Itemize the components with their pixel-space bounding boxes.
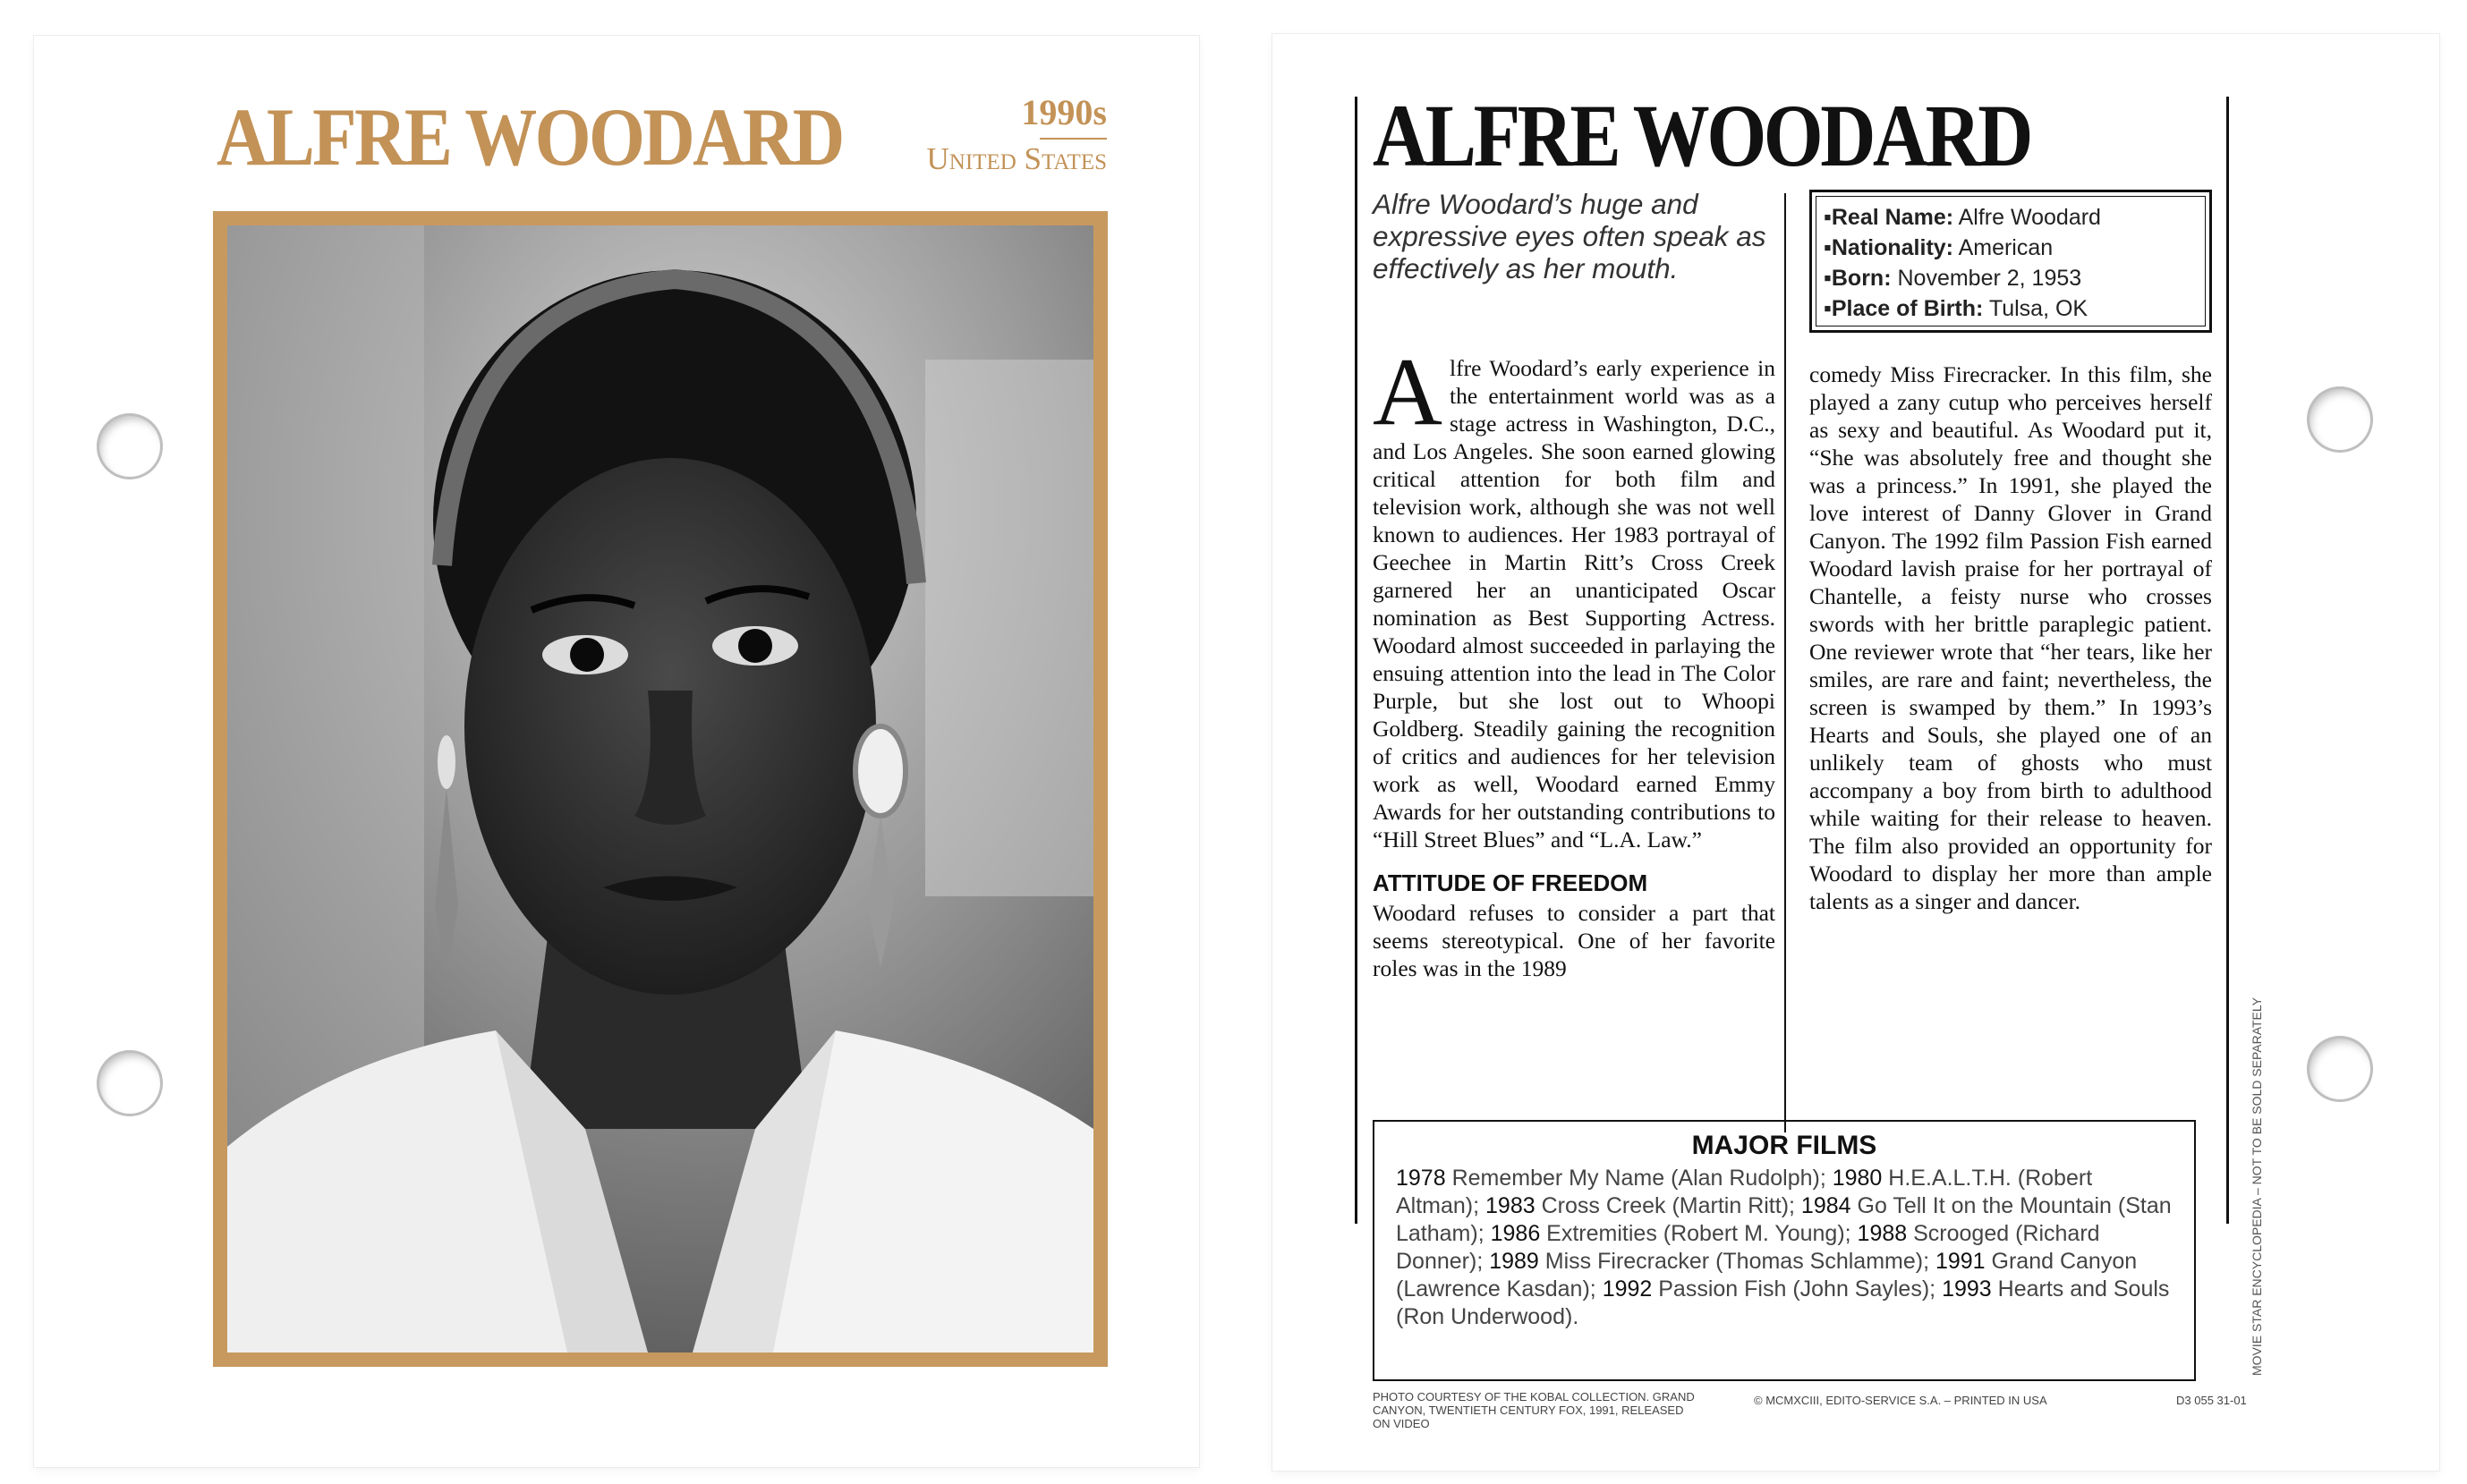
back-actor-name: ALFRE WOODARD (1373, 86, 2030, 185)
fact-place-of-birth: ▪Place of Birth: Tulsa, OK (1824, 296, 2088, 321)
series-note: MOVIE STAR ENCYCLOPEDIA – NOT TO BE SOLD SEPARATELY (2250, 997, 2264, 1376)
body-column-right (1809, 360, 2212, 915)
fact-born: ▪Born: November 2, 1953 (1824, 266, 2082, 291)
major-films-box (1373, 1120, 2196, 1381)
film-title: Passion Fish (John Sayles); (1652, 1276, 1943, 1302)
country-label: United States (926, 141, 1107, 176)
film-title: Go Tell It on the Mountain (Stan Latham); (1396, 1193, 2172, 1246)
fact-real-name: ▪Real Name: Alfre Woodard (1824, 205, 2101, 230)
fact-value: Tulsa, OK (1988, 296, 2088, 321)
photo-credit: PHOTO COURTESY OF THE KOBAL COLLECTION. GRAND CANYON, TWENTIETH CENTURY FOX, 1991, RELEASED ON VIDEO (1373, 1390, 1695, 1430)
body-column-left (1373, 339, 1775, 982)
front-card (34, 36, 1199, 1467)
portrait-illustration (227, 225, 1093, 1353)
film-year: 1988 (1857, 1221, 1908, 1246)
body-paragraph-3: comedy Miss Firecracker. In this film, she played a zany cutup who perceives herself as sexy and beautiful. As Woodard put it, “She was absolutely free and thought she was a princess.” In 1991, she played the love interest of Danny Glover in Grand Canyon. The 1992 film Passion Fish earned Woodard lavish praise for her portrayal of Chantelle, a feisty nurse who crosses swords with her brittle paraplegic patient. One reviewer wrote that “her tears, like her smiles, are rare and faint; nevertheless, the screen is swamped by them.” In 1993’s Hearts and Souls, she played one of an unlikely team of ghosts who must accompany a boy from birth to adulthood while waiting for their release to heaven. The film also provided an opportunity for Woodard to display her more than ample talents as a singer and dancer. (1809, 361, 2212, 914)
fact-value: November 2, 1953 (1897, 266, 2082, 291)
film-title: Hearts and Souls (Ron Underwood). (1396, 1276, 2170, 1329)
film-title: Extremities (Robert M. Young); (1540, 1221, 1858, 1246)
films-list (1396, 1165, 2173, 1331)
film-entry (1489, 1249, 1935, 1274)
film-title: H.E.A.L.T.H. (Robert Altman); (1396, 1166, 2093, 1218)
film-year: 1984 (1800, 1193, 1851, 1218)
binder-hole-bottom (97, 1050, 163, 1116)
film-year: 1978 (1396, 1166, 1446, 1191)
fact-key: Place of Birth: (1831, 296, 1984, 321)
binder-hole-top (97, 413, 163, 479)
fact-key: Born: (1831, 266, 1892, 291)
fact-value: Alfre Woodard (1958, 205, 2101, 230)
major-films-title: MAJOR FILMS (1691, 1131, 1877, 1160)
fact-box (1809, 190, 2212, 333)
film-entry (1485, 1193, 1801, 1218)
photo-frame (213, 211, 1108, 1367)
film-year: 1992 (1602, 1276, 1653, 1302)
film-year: 1980 (1832, 1166, 1883, 1191)
body-paragraph-2: Woodard refuses to consider a part that seems stereotypical. One of her favorite roles was in the 1989 (1373, 900, 1775, 981)
front-actor-name: ALFRE WOODARD (217, 91, 843, 182)
film-year: 1991 (1935, 1249, 1986, 1274)
film-year: 1989 (1489, 1249, 1539, 1274)
binder-hole-bottom (2307, 1036, 2373, 1102)
right-rule (2226, 97, 2229, 1224)
film-year: 1993 (1942, 1276, 1992, 1302)
section-heading: ATTITUDE OF FREEDOM (1373, 869, 1648, 896)
portrait-photo (227, 225, 1093, 1353)
film-year: 1983 (1485, 1193, 1535, 1218)
film-title: Miss Firecracker (Thomas Schlamme); (1538, 1249, 1935, 1274)
fact-key: Real Name: (1831, 205, 1954, 230)
column-rule (1784, 193, 1786, 1132)
tagline: Alfre Woodard’s huge and expressive eyes often speak as effectively as her mouth. (1373, 188, 1766, 284)
body-paragraph-1: lfre Woodard’s early experience in the entertainment world was as a stage actress in Washington, D.C., and Los Angeles. She soon earned glowing critical attention for both film and television work, although she was not well known to audiences. Her 1983 portrayal of Geechee in Martin Ritt’s Cross Creek garnered her an unanticipated Oscar nomination as Best Supporting Actress. Woodard almost succeeded in parlaying the ensuing attention into the lead in The Color Purple, but she lost out to Whoopi Goldberg. Steadily gaining the recognition of critics and audiences for her television work as well, Woodard earned Emmy Awards for her outstanding contributions to “Hill Street Blues” and “L.A. Law.” (1373, 355, 1775, 852)
card-code: D3 055 31-01 (2176, 1394, 2247, 1407)
drop-cap: A (1373, 339, 1442, 445)
film-title: Cross Creek (Martin Ritt); (1535, 1193, 1801, 1218)
film-entry (1603, 1276, 1942, 1302)
film-title: Remember My Name (Alan Rudolph); (1445, 1166, 1833, 1191)
film-title: Grand Canyon (Lawrence Kasdan); (1396, 1249, 2138, 1302)
fact-value: American (1958, 235, 2054, 260)
fact-nationality: ▪Nationality: American (1824, 235, 2054, 260)
film-year: 1986 (1490, 1221, 1541, 1246)
copyright-notice: © MCMXCIII, EDITO-SERVICE S.A. – PRINTED IN USA (1754, 1394, 2047, 1407)
fact-key: Nationality: (1831, 235, 1953, 260)
binder-hole-top (2307, 386, 2373, 453)
film-title: Scrooged (Richard Donner); (1396, 1221, 2100, 1274)
decade-label: 1990s (1021, 92, 1107, 132)
film-entry (1491, 1221, 1858, 1246)
left-rule (1355, 97, 1357, 1224)
film-entry (1396, 1166, 1833, 1191)
decade-rule (1040, 138, 1107, 140)
back-card (1272, 34, 2439, 1471)
